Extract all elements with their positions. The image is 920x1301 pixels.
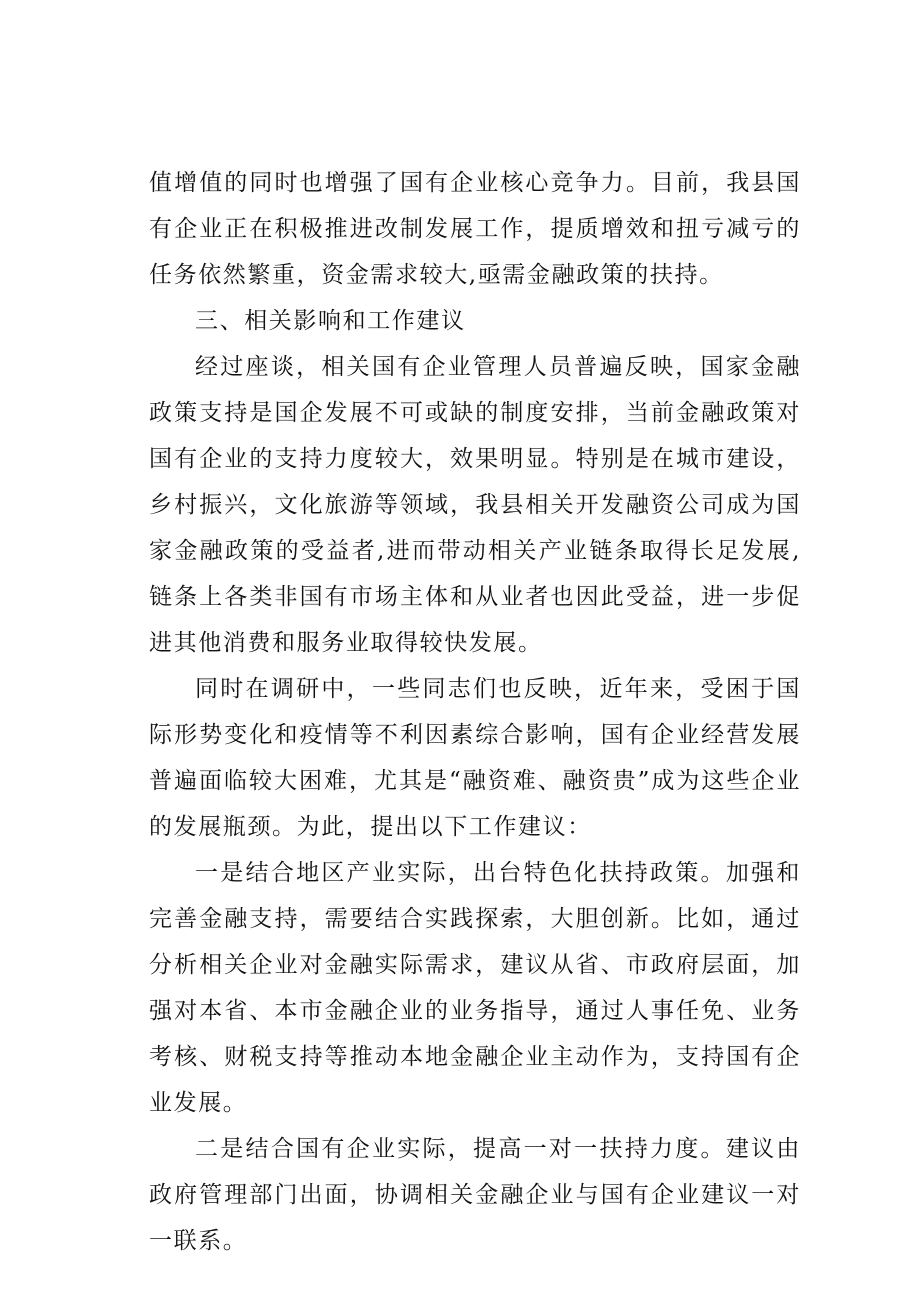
paragraph-suggestion-two: 二是结合国有企业实际，提高一对一扶持力度。建议由政府管理部门出面，协调相关金融企业与国有企业建议一对一联系。 (149, 1136, 801, 1254)
paragraph-suggestion-one: 一是结合地区产业实际，出台特色化扶持政策。加强和完善金融支持，需要结合实践探索，大胆创新。比如，通过分析相关企业对金融实际需求，建议从省、市政府层面，加强对本省、本市金融企业的业务指导，通过人事任免、业务考核、财税支持等推动本地金融企业主动作为，支持国有企业发展。 (149, 860, 801, 1116)
document-body (149, 160, 801, 1264)
section-heading: 三、相关影响和工作建议 (195, 308, 466, 334)
paragraph-feedback: 经过座谈，相关国有企业管理人员普遍反映，国家金融政策支持是国企发展不可或缺的制度安排，当前金融政策对国有企业的支持力度较大，效果明显。特别是在城市建设，乡村振兴，文化旅游等领域，我县相关开发融资公司成为国家金融政策的受益者,进而带动相关产业链条取得长足发展,链条上各类非国有市场主体和从业者也因此受益，进一步促进其他消费和服务业取得较快发展。 (149, 354, 801, 656)
paragraph-continuation: 值增值的同时也增强了国有企业核心竞争力。目前，我县国有企业正在积极推进改制发展工作，提质增效和扭亏减亏的任务依然繁重，资金需求较大,亟需金融政策的扶持。 (149, 170, 801, 288)
paragraph-difficulties: 同时在调研中，一些同志们也反映，近年来，受困于国际形势变化和疫情等不利因素综合影响，国有企业经营发展普遍面临较大困难，尤其是“融资难、融资贵”成为这些企业的发展瓶颈。为此，提出以下工作建议： (149, 676, 801, 840)
